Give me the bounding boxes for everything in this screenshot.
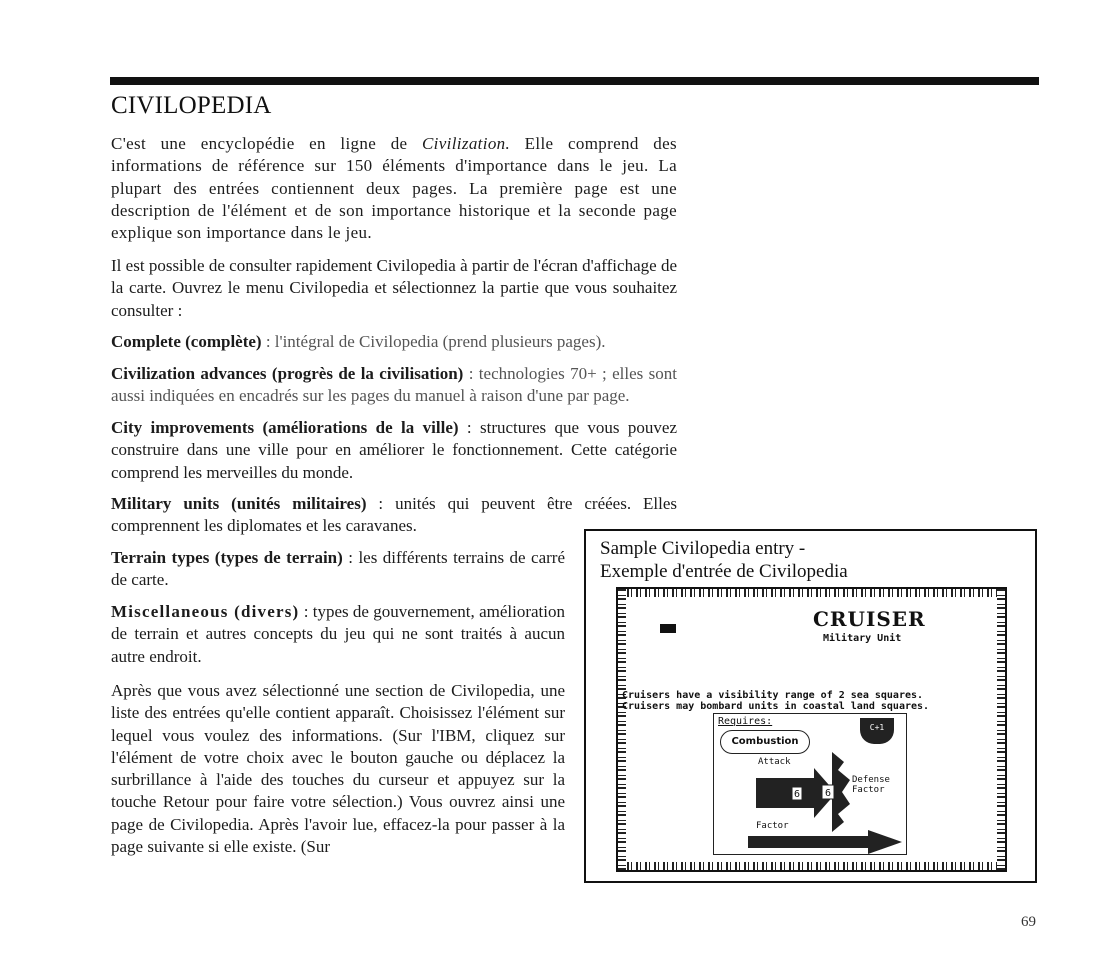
unit-category: Military Unit	[823, 633, 902, 644]
cruiser-unit-icon	[660, 624, 676, 633]
sample-entry-box	[584, 529, 1037, 883]
unit-desc-line-2: Cruisers may bombard units in coastal land squares.	[622, 701, 930, 712]
section-complete	[111, 331, 677, 353]
usage-text: Après que vous avez sélectionné une section de Civilopedia, une liste des entrées qu'elle contient apparaît. Choisissez l'élément sur lequel vous voulez des informations. (Sur l'IBM, cliquez sur l'élément de votre choix avec le bouton gauche ou déplacez la surbrillance à l'aide des touches du curseur et appuyez sur la touche Retour pour faire votre sélection.) Vous ouvrez ainsi une page de Civilopedia. Après l'avoir lue, effacez-la pour passer à la page suivante si elle existe. (Sur	[111, 681, 565, 857]
sample-caption-line2: Exemple d'entrée de Civilopedia	[600, 561, 848, 582]
sample-caption-line1: Sample Civilopedia entry -	[600, 538, 806, 559]
requires-value: Combustion	[720, 730, 810, 754]
intro-text-1: C'est une encyclopédie en ligne de	[111, 134, 422, 153]
section-misc	[111, 601, 565, 668]
attack-factor-label: Factor	[756, 821, 789, 831]
section-term: Military units (unités militaires)	[111, 494, 367, 513]
sample-caption	[600, 537, 848, 583]
attack-label: Attack	[758, 757, 791, 767]
screen-border-left	[618, 589, 626, 870]
unit-shield-badge: C+1	[860, 718, 894, 744]
movement-arrow-icon	[748, 830, 904, 854]
civilopedia-screen	[616, 587, 1007, 872]
section-term: Civilization advances (progrès de la civilisation)	[111, 364, 464, 383]
access-paragraph	[111, 255, 677, 322]
section-desc: : l'intégral de Civilopedia (prend plusieurs pages).	[261, 332, 606, 351]
usage-paragraph	[111, 680, 565, 858]
page-title: CIVILOPEDIA	[111, 92, 272, 119]
intro-game-title: Civilization.	[421, 134, 511, 153]
attack-value: 6	[793, 789, 801, 800]
requires-label: Requires:	[718, 716, 773, 727]
top-rule	[110, 77, 1039, 85]
screen-border-right	[997, 589, 1005, 870]
section-term: Complete (complète)	[111, 332, 262, 351]
section-desc: : structures que vous pouvez construire dans une ville pour en améliorer le fonctionnement. Cette catégorie comprend les merveilles du monde.	[111, 418, 677, 482]
defense-label-line1: Defense	[852, 775, 890, 785]
requirements-panel	[713, 713, 907, 855]
section-desc: : unités qui peuvent être créées. Elles comprennent les diplomates et les caravanes.	[111, 494, 677, 536]
intro-text-2: Elle comprend des informations de référence sur 150 éléments d'importance dans le jeu. La plupart des entrées contiennent deux pages. La première page est une description de l'élément et de son importance historique et la seconde page explique son importance dans le jeu.	[111, 134, 678, 243]
section-desc: : technologies 70+ ; elles sont aussi indiquées en encadrés sur les pages du manuel à raison d'une par page.	[111, 364, 677, 406]
access-text: Il est possible de consulter rapidement Civilopedia à partir de l'écran d'affichage de la carte. Ouvrez le menu Civilopedia et sélectionnez la partie que vous souhaitez consulter :	[111, 256, 677, 320]
section-improvements	[111, 417, 677, 484]
defense-value: 6	[824, 788, 832, 799]
section-term: Terrain types (types de terrain)	[111, 548, 343, 567]
intro-paragraph	[111, 133, 677, 244]
section-desc: : types de gouvernement, amélioration de terrain et autres concepts du jeu qui ne sont traités à aucun autre endroit.	[111, 602, 565, 666]
defense-label-line2: Factor	[852, 785, 885, 795]
section-term: Miscellaneous (divers)	[111, 602, 300, 621]
section-advances	[111, 363, 677, 408]
section-term: City improvements (améliorations de la ville)	[111, 418, 459, 437]
section-terrain	[111, 547, 565, 592]
unit-desc-line-1: Cruisers have a visibility range of 2 sea squares.	[622, 690, 924, 701]
screen-border-top	[618, 589, 1005, 597]
section-desc: : les différents terrains de carré de carte.	[111, 548, 565, 590]
page-number: 69	[1021, 914, 1036, 930]
unit-name: CRUISER	[813, 607, 926, 631]
screen-border-bottom	[618, 862, 1005, 870]
